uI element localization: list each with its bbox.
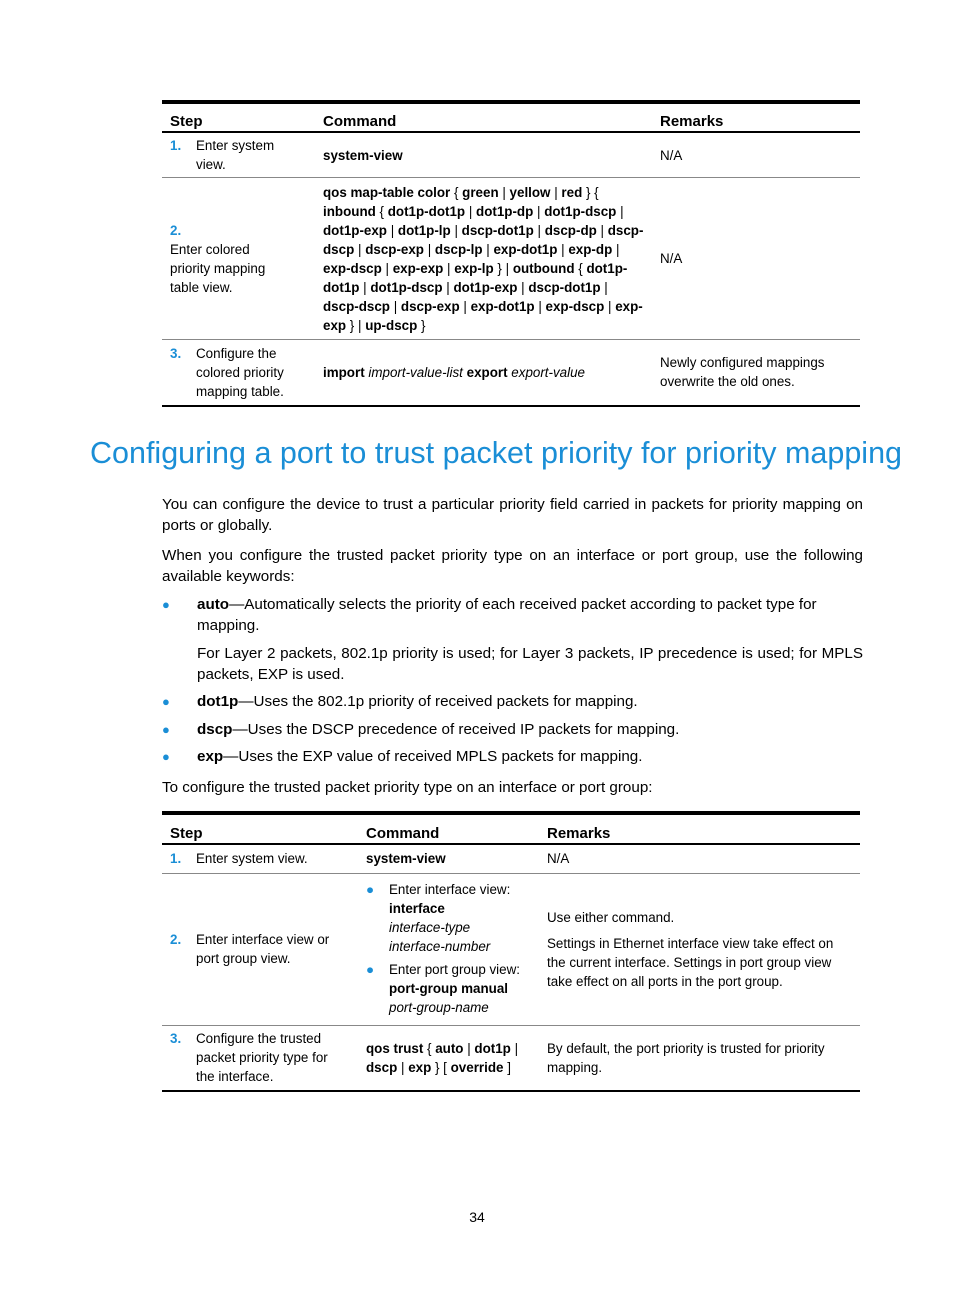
list-item: [366, 960, 531, 1017]
step-number: 3.: [170, 1031, 182, 1047]
command-text: system-view: [323, 147, 403, 163]
keyword: dot1p: [197, 693, 239, 710]
keyword-description: —Automatically selects the priority of each received packet according to packet type for mapping.: [197, 596, 817, 634]
keyword: dscp: [197, 721, 233, 738]
table-row: [162, 873, 860, 1025]
bullet-icon: ●: [162, 749, 170, 764]
remarks-text: By default, the port priority is trusted for priority mapping.: [547, 1040, 825, 1075]
keyword: exp: [197, 748, 224, 765]
step-number: 1.: [170, 138, 182, 153]
step-description: Enter colored priority mapping table view.: [170, 241, 266, 295]
column-header-remarks: Remarks: [660, 113, 724, 130]
list-item: [162, 719, 863, 740]
command-argument: interface-type: [389, 919, 471, 935]
bullet-icon: ●: [366, 961, 375, 977]
step-description: Enter interface view or port group view.: [196, 932, 330, 966]
column-header-command: Command: [366, 825, 440, 842]
table-row: [162, 844, 860, 873]
keyword: auto: [197, 596, 230, 613]
command-keyword: port-group manual: [389, 980, 509, 996]
command-syntax: import import-value-list export export-value: [323, 364, 585, 380]
step-description: Enter system view.: [196, 138, 275, 172]
step-description: Configure the colored priority mapping table.: [196, 345, 284, 399]
column-header-remarks: Remarks: [547, 825, 611, 842]
remarks-text: Newly configured mappings overwrite the old ones.: [660, 355, 825, 390]
keywords-paragraph: When you configure the trusted packet priority type on an interface or port group, use the following available keywords:: [162, 547, 863, 585]
column-header-command: Command: [323, 113, 397, 130]
list-item: [162, 594, 863, 636]
command-text: system-view: [366, 851, 446, 867]
step-number: 3.: [170, 345, 182, 361]
table-row: [162, 132, 860, 178]
step-number: 2.: [170, 932, 182, 947]
remarks-text: N/A: [660, 251, 683, 266]
page-number: 34: [469, 1209, 485, 1225]
command-keyword: interface: [389, 900, 445, 916]
bullet-icon: ●: [162, 722, 170, 737]
list-item: [162, 691, 863, 712]
bullet-icon: ●: [162, 597, 170, 612]
list-item: [162, 746, 863, 767]
procedure-intro: To configure the trusted packet priority type on an interface or port group:: [162, 779, 653, 796]
remarks-text: N/A: [660, 147, 683, 163]
keyword-description: —Uses the EXP value of received MPLS packets for mapping.: [223, 748, 643, 765]
trust-priority-steps: [162, 811, 860, 1092]
keyword-description: —Uses the DSCP precedence of received IP packets for mapping.: [232, 721, 680, 738]
mapping-table-steps: [162, 100, 860, 407]
bullet-icon: ●: [162, 694, 170, 709]
remarks-text: Use either command.: [547, 909, 675, 925]
command-argument: interface-number: [389, 938, 491, 954]
column-header-step: Step: [170, 825, 203, 842]
bullet-icon: ●: [366, 881, 375, 897]
step-number: 1.: [170, 851, 182, 867]
option-label: Enter port group view:: [389, 961, 520, 977]
step-description: Configure the trusted packet priority type for the interface.: [196, 1031, 328, 1085]
section-heading: Configuring a port to trust packet priority for priority mapping: [90, 436, 903, 470]
command-argument: port-group-name: [389, 999, 489, 1015]
command-options: [358, 873, 539, 1025]
table-row: [162, 178, 860, 340]
table-row: [162, 1025, 860, 1091]
column-header-step: Step: [170, 113, 203, 130]
keyword-description: —Uses the 802.1p priority of received packets for mapping.: [238, 693, 638, 710]
step-description: Enter system view.: [196, 851, 308, 867]
remarks-cell: [539, 873, 860, 1025]
remarks-text: Settings in Ethernet interface view take effect on the current interface. Settings in port group view take effect on all ports in the port group.: [547, 935, 834, 989]
table-row: [162, 340, 860, 406]
command-syntax: qos trust { auto | dot1p | dscp | exp } [ override ]: [366, 1040, 519, 1075]
command-syntax: qos map-table color { green | yellow | red } { inbound { dot1p-dot1p | dot1p-dp | dot1p-dscp | dot1p-exp | dot1p-lp | dscp-dot1p | dscp-dp | dscp-dscp | dscp-exp | dscp-lp | exp-dot1p | exp-dp | exp-dscp | exp-exp | exp-lp } | outbound { dot1p-dot1p | dot1p-dscp | dot1p-exp | dscp-dot1p | dscp-dscp | dscp-exp | exp-dot1p | exp-dscp | exp-exp } | up-dscp }: [323, 184, 644, 333]
remarks-text: N/A: [547, 851, 570, 867]
list-item: [366, 880, 531, 956]
step-number: 2.: [170, 222, 182, 238]
option-label: Enter interface view:: [389, 881, 511, 897]
list-item-note: For Layer 2 packets, 802.1p priority is used; for Layer 3 packets, IP precedence is used; for MPLS packets, EXP is used.: [197, 645, 863, 683]
intro-paragraph: You can configure the device to trust a particular priority field carried in packets for priority mapping on ports or globally.: [162, 496, 863, 534]
